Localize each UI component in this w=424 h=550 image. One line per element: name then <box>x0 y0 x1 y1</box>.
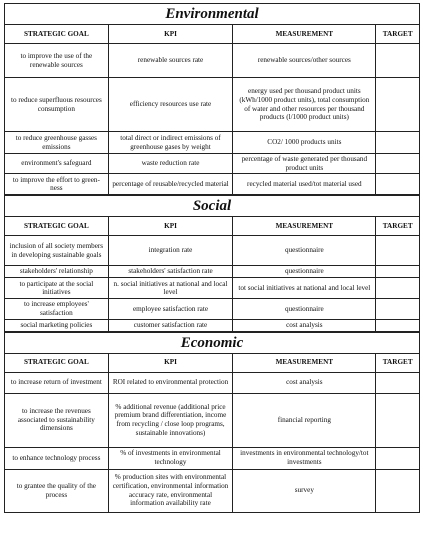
header-measurement: MEASUREMENT <box>233 353 376 372</box>
table-row <box>5 447 420 469</box>
goal-cell: to increase the revenues associated to sustainability dimensions <box>5 393 109 447</box>
kpi-cell: employee satisfaction rate <box>108 299 233 319</box>
kpi-cell: integration rate <box>108 236 233 266</box>
social-table <box>4 216 420 331</box>
header-measurement: MEASUREMENT <box>233 25 376 44</box>
kpi-cell: % production sites with environmental certification, environmental information accuracy rate, environmental information availability rate <box>108 469 233 512</box>
table-row <box>5 236 420 266</box>
kpi-cell: percentage of reusable/recycled material <box>108 174 233 195</box>
header-row <box>5 217 420 236</box>
table-row <box>5 266 420 278</box>
goal-cell: to reduce superfluous resources consumption <box>5 78 109 132</box>
header-strategic-goal: STRATEGIC GOAL <box>5 353 109 372</box>
kpi-cell: ROI related to environmental protection <box>108 372 233 393</box>
target-cell <box>376 78 420 132</box>
measurement-cell: CO2/ 1000 products units <box>233 132 376 154</box>
goal-cell: to enhance technology process <box>5 447 109 469</box>
section-title-economic: Economic <box>4 332 420 353</box>
target-cell <box>376 44 420 78</box>
section-title-environmental: Environmental <box>4 3 420 24</box>
target-cell <box>376 299 420 319</box>
table-row <box>5 319 420 331</box>
table-row <box>5 469 420 512</box>
table-row <box>5 78 420 132</box>
table-row <box>5 372 420 393</box>
target-cell <box>376 236 420 266</box>
target-cell <box>376 174 420 195</box>
kpi-cell: customer satisfaction rate <box>108 319 233 331</box>
kpi-cell: waste reduction rate <box>108 154 233 174</box>
target-cell <box>376 393 420 447</box>
measurement-cell: cost analysis <box>233 372 376 393</box>
kpi-cell: total direct or indirect emissions of greenhouse gases by weight <box>108 132 233 154</box>
goal-cell: to grantee the quality of the process <box>5 469 109 512</box>
goal-cell: to reduce greenhouse gasses emissions <box>5 132 109 154</box>
goal-cell: to participate at the social initiatives <box>5 278 109 299</box>
measurement-cell: percentage of waste generated per thousand product units <box>233 154 376 174</box>
environmental-table <box>4 24 420 195</box>
goal-cell: to increase return of investment <box>5 372 109 393</box>
header-target: TARGET <box>376 25 420 44</box>
measurement-cell: survey <box>233 469 376 512</box>
header-kpi: KPI <box>108 353 233 372</box>
goal-cell: social marketing policies <box>5 319 109 331</box>
target-cell <box>376 469 420 512</box>
goal-cell: to improve the effort to green-ness <box>5 174 109 195</box>
measurement-cell: cost analysis <box>233 319 376 331</box>
measurement-cell: questionnaire <box>233 236 376 266</box>
header-kpi: KPI <box>108 25 233 44</box>
goal-cell: to increase employees' satisfaction <box>5 299 109 319</box>
header-target: TARGET <box>376 353 420 372</box>
goal-cell: inclusion of all society members in developing sustainable goals <box>5 236 109 266</box>
table-row <box>5 299 420 319</box>
kpi-cell: n. social initiatives at national and local level <box>108 278 233 299</box>
kpi-cell: renewable sources rate <box>108 44 233 78</box>
measurement-cell: financial reporting <box>233 393 376 447</box>
kpi-cell: % of investments in environmental technology <box>108 447 233 469</box>
economic-table <box>4 353 420 513</box>
measurement-cell: investments in environmental technology/tot investments <box>233 447 376 469</box>
goal-cell: environment's safeguard <box>5 154 109 174</box>
header-strategic-goal: STRATEGIC GOAL <box>5 25 109 44</box>
target-cell <box>376 132 420 154</box>
header-kpi: KPI <box>108 217 233 236</box>
table-row <box>5 132 420 154</box>
table-row <box>5 278 420 299</box>
goal-cell: to improve the use of the renewable sources <box>5 44 109 78</box>
table-row <box>5 174 420 195</box>
measurement-cell: energy used per thousand product units (kWh/1000 product units), total consumption of water and other resources per thousand products (l/1000 product units) <box>233 78 376 132</box>
target-cell <box>376 372 420 393</box>
section-title-social: Social <box>4 195 420 216</box>
measurement-cell: recycled material used/tot material used <box>233 174 376 195</box>
measurement-cell: tot social initiatives at national and local level <box>233 278 376 299</box>
header-target: TARGET <box>376 217 420 236</box>
measurement-cell: questionnaire <box>233 299 376 319</box>
goal-cell: stakeholders' relationship <box>5 266 109 278</box>
kpi-cell: efficiency resources use rate <box>108 78 233 132</box>
target-cell <box>376 266 420 278</box>
kpi-cell: stakeholders' satisfaction rate <box>108 266 233 278</box>
target-cell <box>376 154 420 174</box>
header-strategic-goal: STRATEGIC GOAL <box>5 217 109 236</box>
kpi-cell: % additional revenue (additional price premium brand differentiation, income from recycling / close loop programs, sustainable innovations) <box>108 393 233 447</box>
table-row <box>5 393 420 447</box>
table-row <box>5 154 420 174</box>
header-row <box>5 353 420 372</box>
target-cell <box>376 447 420 469</box>
measurement-cell: renewable sources/other sources <box>233 44 376 78</box>
measurement-cell: questionnaire <box>233 266 376 278</box>
target-cell <box>376 278 420 299</box>
header-row <box>5 25 420 44</box>
target-cell <box>376 319 420 331</box>
header-measurement: MEASUREMENT <box>233 217 376 236</box>
table-row <box>5 44 420 78</box>
